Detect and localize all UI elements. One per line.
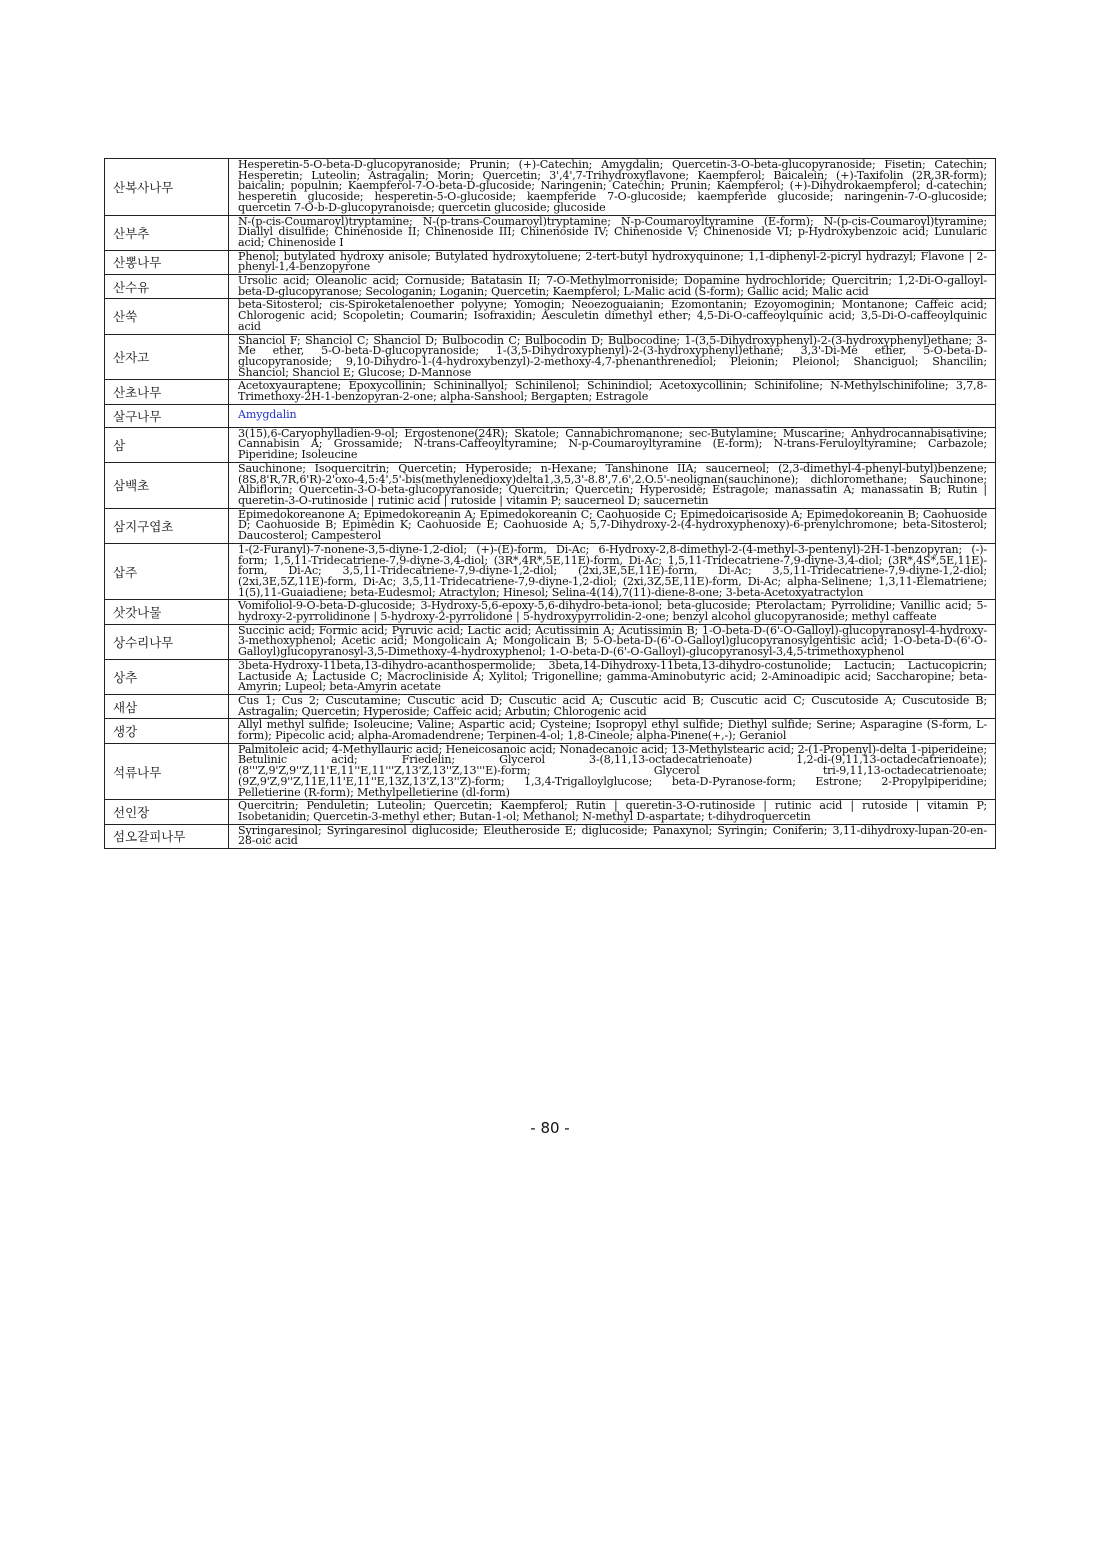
plant-name-cell: 산자고 (105, 334, 229, 380)
plant-name-cell: 산수유 (105, 275, 229, 299)
plant-name-cell: 삼백초 (105, 462, 229, 508)
compound-list-cell: Ursolic acid; Oleanolic acid; Cornuside; Batatasin II; 7-O-Methylmorroniside; Dopamine hydrochloride; Quercitrin; 1,2-Di-O-galloyl-beta-D-glucopyranose; Secologanin; Loganin; Quercetin; Kaempferol; L-Malic acid (S-form); Gallic acid; Malic acid (229, 275, 996, 299)
table-row (105, 800, 996, 824)
compound-list-cell: Epimedokoreanone A; Epimedokoreanin A; Epimedokoreanin C; Caohuoside C; Epimedoicarisoside A; Epimedokoreanin B; Caohuoside D; Caohuoside B; Epimedin K; Caohuoside E; Caohuoside A; 5,7-Dihydroxy-2-(4-hydroxyphenoxy)-6-prenylchromone; beta-Sitosterol; Daucosterol; Campesterol (229, 508, 996, 543)
table-row (105, 743, 996, 800)
table-row (105, 694, 996, 718)
compound-list-cell: Phenol; butylated hydroxy anisole; Butylated hydroxytoluene; 2-tert-butyl hydroxyquinone; 1,1-diphenyl-2-picryl hydrazyl; Flavone | 2-phenyl-1,4-benzopyrone (229, 250, 996, 274)
plant-name-cell: 산쑥 (105, 299, 229, 334)
compound-list-cell: beta-Sitosterol; cis-Spiroketalenoether polyyne; Yomogin; Neoezoguaianin; Ezomontanin; Ezoyomoginin; Montanone; Caffeic acid; Chlorogenic acid; Scopoletin; Coumarin; Isofraxidin; Aesculetin dimethyl ether; 4,5-Di-O-caffeoylquinic acid; 3,5-Di-O-caffeoylquinic acid (229, 299, 996, 334)
table-row (105, 334, 996, 380)
table-row (105, 427, 996, 462)
compound-list-cell: Allyl methyl sulfide; Isoleucine; Valine; Aspartic acid; Cysteine; Isopropyl ethyl sulfide; Diethyl sulfide; Serine; Asparagine (S-form, L-form); Pipecolic acid; alpha-Aromadendrene; Terpinen-4-ol; 1,8-Cineole; alpha-Pinene(+,-); Geraniol (229, 719, 996, 743)
compound-list-cell: Sauchinone; Isoquercitrin; Quercetin; Hyperoside; n-Hexane; Tanshinone IIA; saucerneol; (2,3-dimethyl-4-phenyl-butyl)benzene; (8S,8'R,7R,6'R)-2'oxo-4,5:4',5'-bis(methylenedioxy)delta1,3,5,3'-8.8',7.6',2.O.5'-neolignan(sauchinone); dichloromethane; Sauchinone; Albiflorin; Quercetin-3-O-beta-glucopyranoside; Quercitrin; Quercetin; Hyperoside; Estragole; manassatin A; manassatin B; Rutin | queretin-3-O-rutinoside | rutinic acid | rutoside | vitamin P; saucerneol D; saucernetin (229, 462, 996, 508)
compound-list-cell: Palmitoleic acid; 4-Methyllauric acid; Heneicosanoic acid; Nonadecanoic acid; 13-Methylstearic acid; 2-(1-Propenyl)-delta 1-piperideine; Betulinic acid; Friedelin; Glycerol 3-(8,11,13-octadecatrienoate) 1,2-di-(9,11,13-octadecatrienoate); (8'''Z,9'Z,9''Z,11'E,11''E,11'''Z,13'Z,13''Z,13'''E)-form; Glycerol tri-9,11,13-octadecatrienoate; (9Z,9'Z,9''Z,11E,11'E,11''E,13Z,13'Z,13''Z)-form; 1,3,4-Trigalloylglucose; beta-D-Pyranose-form; Estrone; 2-Propylpiperidine; Pelletierine (R-form); Methylpelletierine (dl-form) (229, 743, 996, 800)
table-row (105, 275, 996, 299)
plant-name-cell: 석류나무 (105, 743, 229, 800)
plant-name-cell: 선인장 (105, 800, 229, 824)
compound-list-cell: Syringaresinol; Syringaresinol diglucoside; Eleutheroside E; diglucoside; Panaxynol; Syringin; Coniferin; 3,11-dihydroxy-lupan-20-en-28-oic acid (229, 824, 996, 848)
plant-name-cell: 새삼 (105, 694, 229, 718)
plant-name-cell: 삽주 (105, 543, 229, 600)
plant-name-cell: 살구나무 (105, 404, 229, 427)
page-number: - 80 - (530, 1119, 570, 1137)
table-body (105, 159, 996, 849)
compound-list-cell: 3beta-Hydroxy-11beta,13-dihydro-acanthospermolide; 3beta,14-Dihydroxy-11beta,13-dihydro-costunolide; Lactucin; Lactucopicrin; Lactuside A; Lactuside C; Macrocliniside A; Xylitol; Trigonelline; gamma-Aminobutyric acid; 2-Aminoadipic acid; Saccharopine; beta-Amyrin; Lupeol; beta-Amyrin acetate (229, 659, 996, 694)
plant-name-cell: 산부추 (105, 215, 229, 250)
table-row (105, 824, 996, 848)
compound-list-cell: N-(p-cis-Coumaroyl)tryptamine; N-(p-trans-Coumaroyl)tryptamine; N-p-Coumaroyltyramine (E-form); N-(p-cis-Coumaroyl)tyramine; Diallyl disulfide; Chinenoside II; Chinenoside III; Chinenoside IV; Chinenoside V; Chinenoside VI; p-Hydroxybenzoic acid; Lunularic acid; Chinenoside I (229, 215, 996, 250)
plant-name-cell: 생강 (105, 719, 229, 743)
table-row (105, 299, 996, 334)
table-row (105, 508, 996, 543)
plant-name-cell: 산복사나무 (105, 159, 229, 216)
plant-name-cell: 섬오갈피나무 (105, 824, 229, 848)
table-row (105, 404, 996, 427)
compound-list-cell: Cus 1; Cus 2; Cuscutamine; Cuscutic acid D; Cuscutic acid A; Cuscutic acid B; Cuscutic acid C; Cuscutoside A; Cuscutoside B; Astragalin; Quercetin; Hyperoside; Caffeic acid; Arbutin; Chlorogenic acid (229, 694, 996, 718)
compound-list-cell: Succinic acid; Formic acid; Pyruvic acid; Lactic acid; Acutissimin A; Acutissimin B; 1-O-beta-D-(6'-O-Galloyl)-glucopyranosyl-4-hydroxy-3-methoxyphenol; Acetic acid; Mongolicain A; Mongolicain B; 5-O-beta-D-(6'-O-Galloyl)glucopyranosylgentisic acid; 1-O-beta-D-(6'-O-Galloyl)glucopyranosyl-3,5-Dimethoxy-4-hydroxyphenol; 1-O-beta-D-(6'-O-Galloyl)-glucopyranosyl-3,4,5-trimethoxyphenol (229, 624, 996, 659)
table-row (105, 543, 996, 600)
table-row (105, 462, 996, 508)
table-row (105, 215, 996, 250)
table-row (105, 624, 996, 659)
plant-name-cell: 삼 (105, 427, 229, 462)
plant-name-cell: 상수리나무 (105, 624, 229, 659)
plant-name-cell: 상추 (105, 659, 229, 694)
plant-name-cell: 삿갓나물 (105, 600, 229, 624)
table-row (105, 719, 996, 743)
table-row (105, 250, 996, 274)
compound-link-cell[interactable]: Amygdalin (229, 404, 996, 427)
plant-name-cell: 삼지구엽초 (105, 508, 229, 543)
plant-name-cell: 산초나무 (105, 380, 229, 404)
table-row (105, 600, 996, 624)
compound-list-cell: Hesperetin-5-O-beta-D-glucopyranoside; Prunin; (+)-Catechin; Amygdalin; Quercetin-3-O-beta-glucopyranoside; Fisetin; Catechin; Hesperetin; Luteolin; Astragalin; Morin; Quercetin; 3',4',7-Trihydroxyflavone; Kaempferol; Baicalein; (+)-Taxifolin (2R,3R-form); baicalin; populnin; Kaempferol-7-O-beta-D-glucoside; Naringenin; Catechin; Prunin; Kaempferol; (+)-Dihydrokaempferol; d-catechin; hesperetin glucoside; hesperetin-5-O-glucoside; kaempferide 7-O-glucoside; kaempferide glucoside; naringenin-7-O-glucoside; quercetin 7-O-b-D-glucopyranoisde; quercetin glucoside; glucoside (229, 159, 996, 216)
table-row (105, 659, 996, 694)
compound-list-cell: Quercitrin; Penduletin; Luteolin; Quercetin; Kaempferol; Rutin | queretin-3-O-rutinoside | rutinic acid | rutoside | vitamin P; Isobetanidin; Quercetin-3-methyl ether; Butan-1-ol; Methanol; N-methyl D-aspartate; t-dihydroquercetin (229, 800, 996, 824)
compound-list-cell: 3(15),6-Caryophylladien-9-ol; Ergostenone(24R); Skatole; Cannabichromanone; sec-Butylamine; Muscarine; Anhydrocannabisativine; Cannabisin A; Grossamide; N-trans-Caffeoyltyramine; N-p-Coumaroyltyramine (E-form); N-trans-Feruloyltyramine; Carbazole; Piperidine; Isoleucine (229, 427, 996, 462)
table-row (105, 380, 996, 404)
compound-list-cell: Shanciol F; Shanciol C; Shanciol D; Bulbocodin C; Bulbocodin D; Bulbocodine; 1-(3,5-Dihydroxyphenyl)-2-(3-hydroxyphenyl)ethane; 3-Me ether, 5-O-beta-D-glucopyranoside; 1-(3,5-Dihydroxyphenyl)-2-(3-hydroxyphenyl)ethane; 3,3'-Di-Me ether, 5-O-beta-D-glucopyranoside; 9,10-Dihydro-1-(4-hydroxybenzyl)-2-methoxy-4,7-phenanthrenediol; Pleionin; Pleionol; Shanciguol; Shancilin; Shanciol; Shanciol E; Glucose; D-Mannose (229, 334, 996, 380)
plant-name-cell: 산뽕나무 (105, 250, 229, 274)
compound-table (104, 158, 996, 849)
compound-list-cell: Vomifoliol-9-O-beta-D-glucoside; 3-Hydroxy-5,6-epoxy-5,6-dihydro-beta-ionol; beta-glucoside; Pterolactam; Pyrrolidine; Vanillic acid; 5-hydroxy-2-pyrrolidinone | 5-hydroxy-2-pyrrolidone | 5-hydroxypyrrolidin-2-one; benzyl alcohol glucopyranoside; methyl caffeate (229, 600, 996, 624)
compound-list-cell: Acetoxyauraptene; Epoxycollinin; Schininallyol; Schinilenol; Schinindiol; Acetoxycollinin; Schinifoline; N-Methylschinifoline; 3,7,8-Trimethoxy-2H-1-benzopyran-2-one; alpha-Sanshool; Bergapten; Estragole (229, 380, 996, 404)
compound-list-cell: 1-(2-Furanyl)-7-nonene-3,5-diyne-1,2-diol; (+)-(E)-form, Di-Ac; 6-Hydroxy-2,8-dimethyl-2-(4-methyl-3-pentenyl)-2H-1-benzopyran; (-)-form; 1,5,11-Tridecatriene-7,9-diyne-3,4-diol; (3R*,4R*,5E,11E)-form, Di-Ac; 1,5,11-Tridecatriene-7,9-diyne-3,4-diol; (3R*,4S*,5E,11E)-form, Di-Ac; 3,5,11-Tridecatriene-7,9-diyne-1,2-diol; (2xi,3E,5E,11E)-form, Di-Ac; 3,5,11-Tridecatriene-7,9-diyne-1,2-diol; (2xi,3E,5Z,11E)-form, Di-Ac; 3,5,11-Tridecatriene-7,9-diyne-1,2-diol; (2xi,3Z,5E,11E)-form, Di-Ac; alpha-Selinene; 1,3,11-Elematriene; 1(5),11-Guaiadiene; beta-Eudesmol; Atractylon; Hinesol; Selina-4(14),7(11)-diene-8-one; 3-beta-Acetoxyatractylon (229, 543, 996, 600)
table-row (105, 159, 996, 216)
